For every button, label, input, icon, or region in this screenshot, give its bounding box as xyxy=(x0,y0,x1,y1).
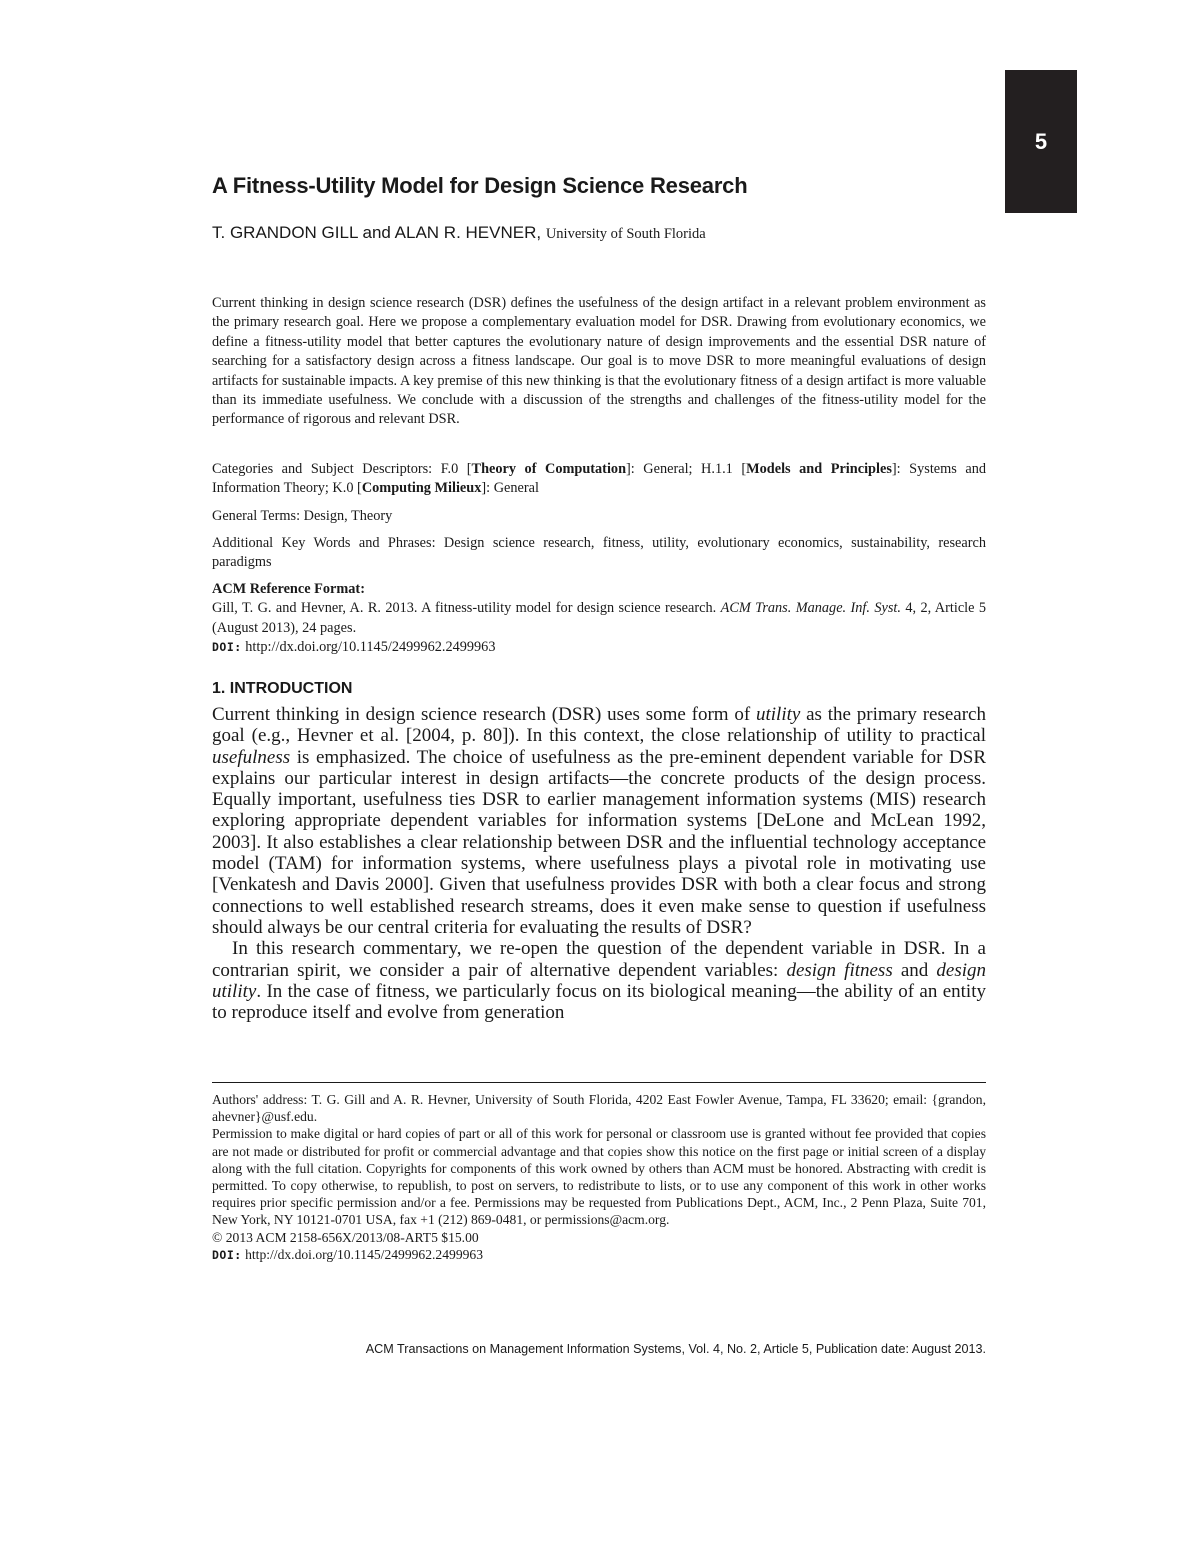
emphasis-design-utility: design utility xyxy=(212,959,987,1002)
article-number: 5 xyxy=(1034,128,1048,154)
body-text: In this research commentary, we re-open the question of the dependent variable in DSR. In a contrarian spirit, we consider a pair of alternative dependent variables: xyxy=(212,938,986,981)
footnote-doi xyxy=(212,1246,986,1264)
abstract xyxy=(212,294,986,430)
acm-reference-heading: ACM Reference Format: xyxy=(212,581,365,597)
body-text: Current thinking in design science research (DSR) uses some form of xyxy=(212,704,756,725)
body-text: and xyxy=(892,959,937,981)
categories-descriptors xyxy=(212,460,986,499)
author-line xyxy=(212,222,986,245)
additional-keywords-text: Additional Key Words and Phrases: Design science research, fitness, utility, evolutionary economics, sustainability, research paradigms xyxy=(212,535,986,571)
general-terms xyxy=(212,507,986,526)
doi-label: DOI: xyxy=(212,1247,242,1262)
categories-text: Categories and Subject Descriptors: F.0 [ xyxy=(212,461,472,477)
doi-label: DOI: xyxy=(212,640,242,655)
acm-reference-citation xyxy=(212,599,986,638)
citation-text: 4, 2, Article 5 (August 2013), 24 pages. xyxy=(212,600,987,636)
body-text: is emphasized. The choice of usefulness as the pre-eminent dependent variable for DSR explains our particular interest in design artifacts—the concrete products of the design process. Equally important, usefulness ties DSR to earlier management information systems (MIS) research exploring appropriate dependent variables for information systems [DeLone and McLean 1992, 2003]. It also establishes a clear relationship between DSR and the influential technology acceptance model (TAM) for information systems, where usefulness plays a pivotal role in motivating use [Venkatesh and Davis 2000]. Given that usefulness provides DSR with both a clear focus and strong connections to well established research streams, does it even make sense to question if usefulness should always be our central criteria for evaluating the results of DSR? xyxy=(212,746,986,938)
author-names: T. GRANDON GILL and ALAN R. HEVNER, xyxy=(212,223,542,242)
citation-journal: ACM Trans. Manage. Inf. Syst. xyxy=(720,600,901,617)
categories-text: ]: General; H.1.1 [ xyxy=(626,461,747,477)
emphasis-utility: utility xyxy=(755,704,801,725)
doi-link[interactable]: http://dx.doi.org/10.1145/2499962.2499963 xyxy=(245,1246,484,1262)
category-computing-milieux: Computing Milieux xyxy=(361,480,482,497)
abstract-text: Current thinking in design science research (DSR) defines the usefulness of the design artifact in a relevant problem environment as the primary research goal. Here we propose a complementary evaluation model for DSR. Drawing from evolutionary economics, we define a fitness-utility model that better captures the evolutionary nature of design improvements and the essential DSR nature of searching for a satisfactory design across a fitness landscape. Our goal is to move DSR to more meaningful evaluations of design artifacts for sustainable impacts. A key premise of this new thinking is that the evolutionary fitness of a design artifact is more valuable than its immediate usefulness. We conclude with a discussion of the strengths and challenges of the fitness-utility model for the performance of rigorous and relevant DSR. xyxy=(212,295,986,428)
emphasis-design-fitness: design fitness xyxy=(786,959,893,981)
footnote-address: Authors' address: T. G. Gill and A. R. Hevner, University of South Florida, 4202 East Fowler Avenue, Tampa, FL 33620; email: {grandon, ahevner}@usf.edu. xyxy=(212,1092,986,1125)
category-theory-of-computation: Theory of Computation xyxy=(471,461,627,477)
acm-reference-format xyxy=(212,580,986,658)
categories-text: ]: Systems and Information Theory; K.0 [ xyxy=(212,461,987,497)
journal-footer: ACM Transactions on Management Information Systems, Vol. 4, No. 2, Article 5, Publication date: August 2013. xyxy=(365,1342,986,1356)
author-affiliation: University of South Florida xyxy=(545,226,706,242)
body-paragraph xyxy=(212,704,986,938)
body-paragraph xyxy=(212,938,986,1023)
footnote-permission: Permission to make digital or hard copies of part or all of this work for personal or classroom use is granted without fee provided that copies are not made or distributed for profit or commercial advantage and that copies show this notice on the first page or initial screen of a display along with the full citation. Copyrights for components of this work owned by others than ACM must be honored. Abstracting with credit is permitted. To copy otherwise, to republish, to post on servers, to redistribute to lists, or to use any component of this work in other works requires prior specific permission and/or a fee. Permissions may be requested from Publications Dept., ACM, Inc., 2 Penn Plaza, Suite 701, New York, NY 10121-0701 USA, fax +1 (212) 869-0481, or permissions@acm.org. xyxy=(212,1126,986,1228)
body-text: as the primary research goal (e.g., Hevner et al. [2004, p. 80]). In this context, the close relationship of utility to practical xyxy=(212,704,986,747)
doi-link[interactable]: http://dx.doi.org/10.1145/2499962.2499963 xyxy=(245,639,496,656)
introduction-body xyxy=(212,704,986,1023)
body-text: . In the case of fitness, we particularly focus on its biological meaning—the ability of an entity to reproduce itself and evolve from generation xyxy=(212,980,986,1024)
paper-title: A Fitness-Utility Model for Design Science Research xyxy=(212,173,748,198)
category-models-and-principles: Models and Principles xyxy=(746,461,892,477)
section-heading-introduction: 1. INTRODUCTION xyxy=(212,680,353,697)
footnote-copyright: © 2013 ACM 2158-656X/2013/08-ART5 $15.00 xyxy=(212,1229,479,1245)
footnote-divider xyxy=(212,1082,986,1083)
citation-text: Gill, T. G. and Hevner, A. R. 2013. A fitness-utility model for design science research. xyxy=(212,600,721,617)
general-terms-text: General Terms: Design, Theory xyxy=(212,508,393,524)
footnote-block xyxy=(212,1091,986,1264)
emphasis-usefulness: usefulness xyxy=(212,746,291,768)
additional-keywords xyxy=(212,534,986,573)
acm-reference-doi xyxy=(212,638,986,657)
article-number-tab xyxy=(1005,70,1077,213)
categories-text: ]: General xyxy=(481,480,539,497)
